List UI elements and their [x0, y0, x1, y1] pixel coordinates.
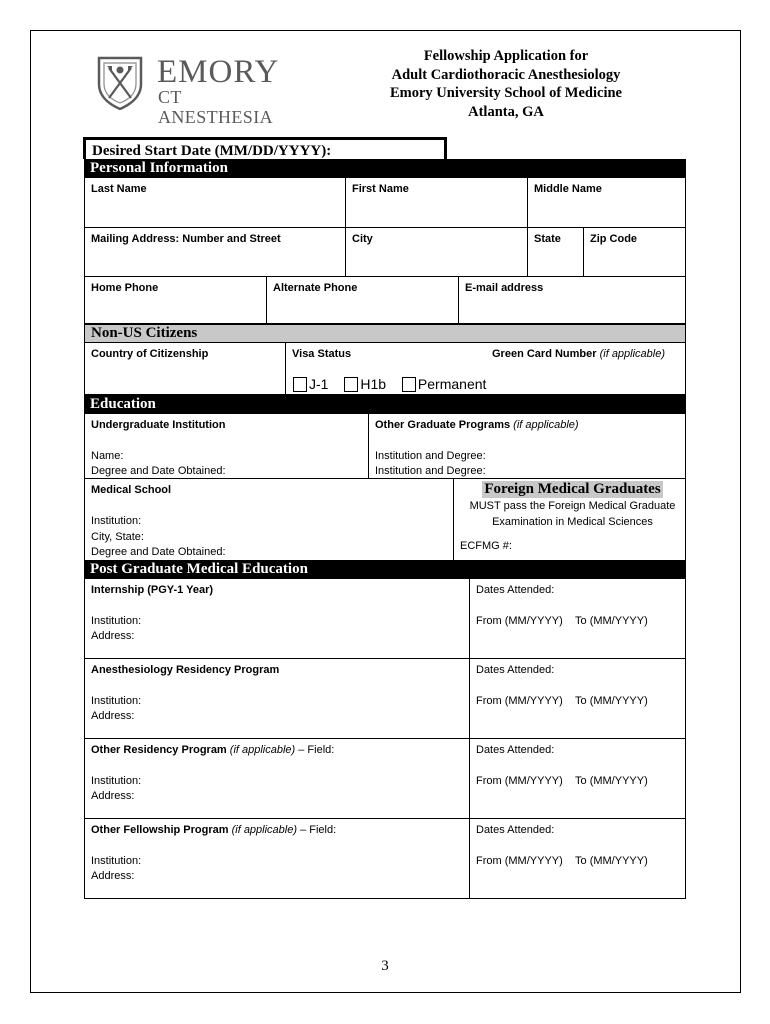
- personal-info-grid: [84, 178, 686, 324]
- visa-option-h1b[interactable]: H1b: [344, 376, 386, 392]
- city-label: City: [352, 233, 373, 245]
- residency-to-label: To (MM/YYYY): [575, 695, 648, 707]
- fmg-line-1: MUST pass the Foreign Medical Graduate: [469, 500, 676, 512]
- internship-field[interactable]: [85, 579, 470, 659]
- green-card-label: Green Card Number: [492, 348, 597, 360]
- section-post-graduate: Post Graduate Medical Education: [84, 560, 686, 579]
- start-date-field[interactable]: [83, 137, 447, 159]
- header-line-3: Emory University School of Medicine: [390, 85, 622, 101]
- email-field[interactable]: [459, 277, 685, 324]
- internship-address-label: Address:: [91, 630, 135, 642]
- home-phone-label: Home Phone: [91, 282, 159, 294]
- logo-subtitle: CT ANESTHESIA: [158, 87, 273, 127]
- institution-degree-1-label: Institution and Degree:: [375, 450, 486, 462]
- residency-institution-label: Institution:: [91, 695, 142, 707]
- other-fellowship-from-label: From (MM/YYYY): [476, 855, 563, 867]
- header-line-2: Adult Cardiothoracic Anesthesiology: [391, 66, 621, 83]
- other-fellowship-dates-label: Dates Attended:: [476, 824, 555, 836]
- other-residency-suffix: – Field:: [295, 744, 335, 756]
- visa-options: [293, 376, 498, 392]
- fmg-title: Foreign Medical Graduates: [484, 481, 661, 497]
- other-residency-address-label: Address:: [91, 790, 135, 802]
- country-label: Country of Citizenship: [91, 348, 209, 360]
- mailing-address-field[interactable]: [85, 228, 346, 277]
- internship-label: Internship (PGY-1 Year): [91, 584, 214, 596]
- anesthesiology-residency-label: Anesthesiology Residency Program: [91, 664, 280, 676]
- visa-status-label: Visa Status: [292, 348, 352, 360]
- green-card-field[interactable]: [486, 343, 685, 395]
- first-name-label: First Name: [352, 183, 409, 195]
- middle-name-label: Middle Name: [534, 183, 602, 195]
- other-residency-from-label: From (MM/YYYY): [476, 775, 563, 787]
- undergraduate-label: Undergraduate Institution: [91, 419, 226, 431]
- residency-dates-field[interactable]: [470, 659, 685, 739]
- other-fellowship-dates-field[interactable]: [470, 819, 685, 899]
- zip-code-field[interactable]: [584, 228, 685, 277]
- internship-institution-label: Institution:: [91, 615, 142, 627]
- other-residency-dates-field[interactable]: [470, 739, 685, 819]
- checkbox-h1b[interactable]: [344, 377, 358, 392]
- internship-to-label: To (MM/YYYY): [575, 615, 648, 627]
- other-residency-label: Other Residency Program: [91, 744, 227, 756]
- checkbox-permanent[interactable]: [402, 377, 416, 392]
- internship-from-label: From (MM/YYYY): [476, 615, 563, 627]
- residency-dates-label: Dates Attended:: [476, 664, 555, 676]
- last-name-label: Last Name: [91, 183, 147, 195]
- other-fellowship-to-label: To (MM/YYYY): [575, 855, 648, 867]
- other-residency-field[interactable]: [85, 739, 470, 819]
- alternate-phone-label: Alternate Phone: [273, 282, 358, 294]
- residency-from-label: From (MM/YYYY): [476, 695, 563, 707]
- state-label: State: [534, 233, 561, 245]
- first-name-field[interactable]: [346, 178, 528, 228]
- header-line-4: Atlanta, GA: [468, 103, 544, 120]
- medical-degree-label: Degree and Date Obtained:: [91, 546, 226, 558]
- city-field[interactable]: [346, 228, 528, 277]
- fmg-line-2: Examination in Medical Sciences: [492, 516, 653, 528]
- other-residency-dates-label: Dates Attended:: [476, 744, 555, 756]
- anesthesiology-residency-field[interactable]: [85, 659, 470, 739]
- start-date-label: Desired Start Date (MM/DD/YYYY):: [92, 143, 332, 159]
- other-residency-institution-label: Institution:: [91, 775, 142, 787]
- internship-dates-label: Dates Attended:: [476, 584, 555, 596]
- institution-degree-2-label: Institution and Degree:: [375, 465, 486, 477]
- medical-school-label: Medical School: [91, 484, 172, 496]
- state-field[interactable]: [528, 228, 584, 277]
- other-fellowship-field[interactable]: [85, 819, 470, 899]
- emory-shield-icon: [95, 54, 145, 110]
- undergraduate-name-label: Name:: [91, 450, 124, 462]
- section-education: Education: [84, 395, 686, 414]
- section-personal-information: Personal Information: [84, 159, 686, 178]
- foreign-medical-graduates-box: [454, 479, 685, 560]
- postgrad-grid: [84, 579, 686, 899]
- emory-logo: [95, 54, 285, 127]
- green-card-note: (if applicable): [599, 348, 666, 360]
- other-residency-to-label: To (MM/YYYY): [575, 775, 648, 787]
- medical-city-state-label: City, State:: [91, 531, 144, 543]
- undergraduate-degree-label: Degree and Date Obtained:: [91, 465, 226, 477]
- home-phone-field[interactable]: [85, 277, 267, 324]
- medical-institution-label: Institution:: [91, 515, 142, 527]
- internship-dates-field[interactable]: [470, 579, 685, 659]
- non-us-grid: [84, 343, 686, 395]
- page-number: 3: [381, 958, 389, 974]
- undergraduate-field[interactable]: [85, 414, 369, 479]
- other-graduate-note: (if applicable): [513, 419, 579, 431]
- header-line-1: Fellowship Application for: [423, 48, 589, 64]
- other-fellowship-suffix: – Field:: [297, 824, 337, 836]
- visa-option-j1[interactable]: J-1: [293, 376, 328, 392]
- country-of-citizenship-field[interactable]: [85, 343, 286, 395]
- middle-name-field[interactable]: [528, 178, 685, 228]
- other-graduate-field[interactable]: [369, 414, 685, 479]
- checkbox-j1[interactable]: [293, 377, 307, 392]
- other-fellowship-institution-label: Institution:: [91, 855, 142, 867]
- ecfmg-number-field[interactable]: ECFMG #:: [460, 540, 512, 552]
- alternate-phone-field[interactable]: [267, 277, 459, 324]
- form-header: [350, 47, 662, 121]
- section-non-us-citizens: Non-US Citizens: [84, 324, 686, 343]
- other-graduate-label: Other Graduate Programs: [375, 419, 511, 431]
- other-fellowship-note: (if applicable): [231, 824, 298, 836]
- other-residency-note: (if applicable): [229, 744, 296, 756]
- visa-option-permanent[interactable]: Permanent: [402, 376, 486, 392]
- other-fellowship-address-label: Address:: [91, 870, 135, 882]
- medical-school-field[interactable]: [85, 479, 454, 560]
- logo-wordmark: EMORY: [157, 54, 280, 90]
- zip-code-label: Zip Code: [590, 233, 638, 245]
- mailing-address-label: Mailing Address: Number and Street: [91, 233, 281, 245]
- email-label: E-mail address: [465, 282, 544, 294]
- last-name-field[interactable]: [85, 178, 346, 228]
- education-grid: [84, 414, 686, 560]
- residency-address-label: Address:: [91, 710, 135, 722]
- other-fellowship-label: Other Fellowship Program: [91, 824, 229, 836]
